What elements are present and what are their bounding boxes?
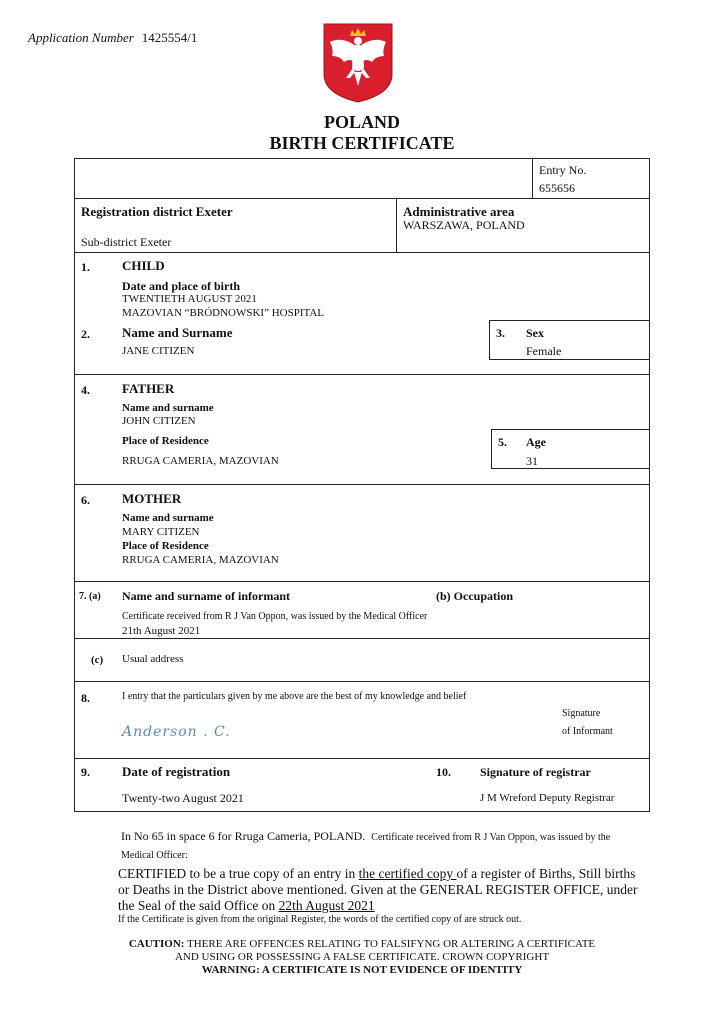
address-number: (c) (91, 654, 104, 666)
age-label: Age (526, 435, 546, 449)
declaration-text: I entry that the particulars given by me above are the best of my knowledge and belief (122, 691, 467, 702)
certified-statement (118, 866, 658, 914)
divider (396, 198, 397, 252)
sex-box (489, 320, 650, 360)
registrar-value: J M Wreford Deputy Registrar (480, 792, 615, 804)
informant-note: Certificate received from R J Van Oppon, was issued by the Medical Officer (122, 611, 428, 622)
declaration-number: 8. (81, 691, 90, 705)
father-heading: FATHER (122, 381, 175, 396)
divider (74, 638, 650, 639)
entry-value: 655656 (539, 181, 575, 195)
divider (74, 374, 650, 375)
certified-line3a: the Seal of the said Office on (118, 898, 279, 913)
divider (532, 158, 533, 198)
certified-line1a: CERTIFIED to be a true copy of an entry in (118, 866, 359, 881)
mother-name-value: MARY CITIZEN (122, 526, 200, 538)
registration-district: Registration district Exeter (81, 204, 233, 219)
mother-residence-value: RRUGA CAMERIA, MAZOVIAN (122, 554, 279, 566)
country-title: POLAND (324, 112, 400, 132)
sub-district: Sub-district Exeter (81, 235, 172, 249)
mother-name-label: Name and surname (122, 512, 214, 524)
signature-of-informant-label: of Informant (562, 726, 613, 737)
informant-note-date: 21th August 2021 (122, 625, 201, 637)
mother-heading: MOTHER (122, 491, 182, 506)
child-name-label: Name and Surname (122, 325, 233, 340)
sex-number: 3. (496, 326, 505, 340)
registrar-number: 10. (436, 765, 451, 779)
divider (74, 252, 650, 253)
child-number: 1. (81, 260, 90, 274)
age-number: 5. (498, 435, 507, 449)
name-number: 2. (81, 327, 90, 341)
certified-line2: or Deaths in the District above mentioned. Given at the GENERAL REGISTER OFFICE, under (118, 882, 638, 897)
certified-date: 22th August 2021 (278, 898, 375, 913)
informant-label: Name and surname of informant (122, 589, 290, 603)
divider (74, 681, 650, 682)
polish-white-eagle-emblem-icon (322, 22, 394, 104)
child-name-value: JANE CITIZEN (122, 345, 195, 357)
father-name-value: JOHN CITIZEN (122, 415, 196, 427)
certified-note: If the Certificate is given from the original Register, the words of the certified copy of are struck out. (118, 914, 522, 925)
informant-number: 7. (a) (79, 591, 101, 602)
application-number-label: Application Number (28, 30, 134, 45)
footnote-small: Certificate received from R J Van Oppon, was issued by the (371, 832, 611, 843)
registration-date-number: 9. (81, 765, 90, 779)
mother-residence-label: Place of Residence (122, 540, 209, 552)
place-of-birth-value: MAZOVIAN “BRÓDNOWSKI” HOSPITAL (122, 307, 324, 319)
father-residence-label: Place of Residence (122, 435, 209, 447)
caution-line2: AND USING OR POSSESSING A FALSE CERTIFICATE. CROWN COPYRIGHT (174, 951, 550, 963)
footnote-medical-officer: Medical Officer: (121, 850, 188, 861)
caution-lead: CAUTION: (128, 938, 185, 950)
certified-line1b: of a register of Births, Still births (456, 866, 636, 881)
age-value: 31 (526, 454, 538, 468)
occupation-label: (b) Occupation (436, 589, 514, 603)
application-number-value: 1425554/1 (141, 30, 198, 45)
footnote (121, 828, 651, 864)
administrative-area-value: WARSZAWA, POLAND (403, 218, 525, 232)
signature-label: Signature (562, 708, 601, 719)
registration-date-label: Date of registration (122, 764, 231, 779)
date-of-birth-value: TWENTIETH AUGUST 2021 (122, 293, 257, 305)
divider (74, 758, 650, 759)
registrar-label: Signature of registrar (480, 765, 591, 779)
document-title: BIRTH CERTIFICATE (269, 133, 455, 153)
date-place-of-birth-label: Date and place of birth (122, 279, 240, 293)
divider (74, 198, 650, 199)
father-residence-value: RRUGA CAMERIA, MAZOVIAN (122, 455, 279, 467)
usual-address-label: Usual address (122, 653, 184, 665)
sex-value: Female (526, 344, 562, 358)
child-heading: CHILD (122, 258, 165, 273)
certified-copy-underlined: the certified copy (358, 866, 457, 881)
informant-signature: Anderson . C. (122, 724, 231, 740)
registration-date-value: Twenty-two August 2021 (122, 791, 244, 805)
father-name-label: Name and surname (122, 402, 214, 414)
sex-label: Sex (526, 326, 544, 340)
footnote-main: In No 65 in space 6 for Rruga Cameria, POLAND. (121, 829, 366, 843)
father-number: 4. (81, 383, 90, 397)
caution-line1 (0, 938, 724, 951)
age-box (491, 429, 650, 469)
application-number (28, 30, 197, 46)
administrative-area-label: Administrative area (403, 204, 515, 219)
divider (74, 581, 650, 582)
entry-label: Entry No. (539, 163, 587, 177)
mother-number: 6. (81, 493, 90, 507)
warning-line: WARNING: A CERTIFICATE IS NOT EVIDENCE OF IDENTITY (201, 964, 523, 976)
divider (74, 484, 650, 485)
caution-text1: THERE ARE OFFENCES RELATING TO FALSIFYNG OR ALTERING A CERTIFICATE (184, 938, 596, 950)
